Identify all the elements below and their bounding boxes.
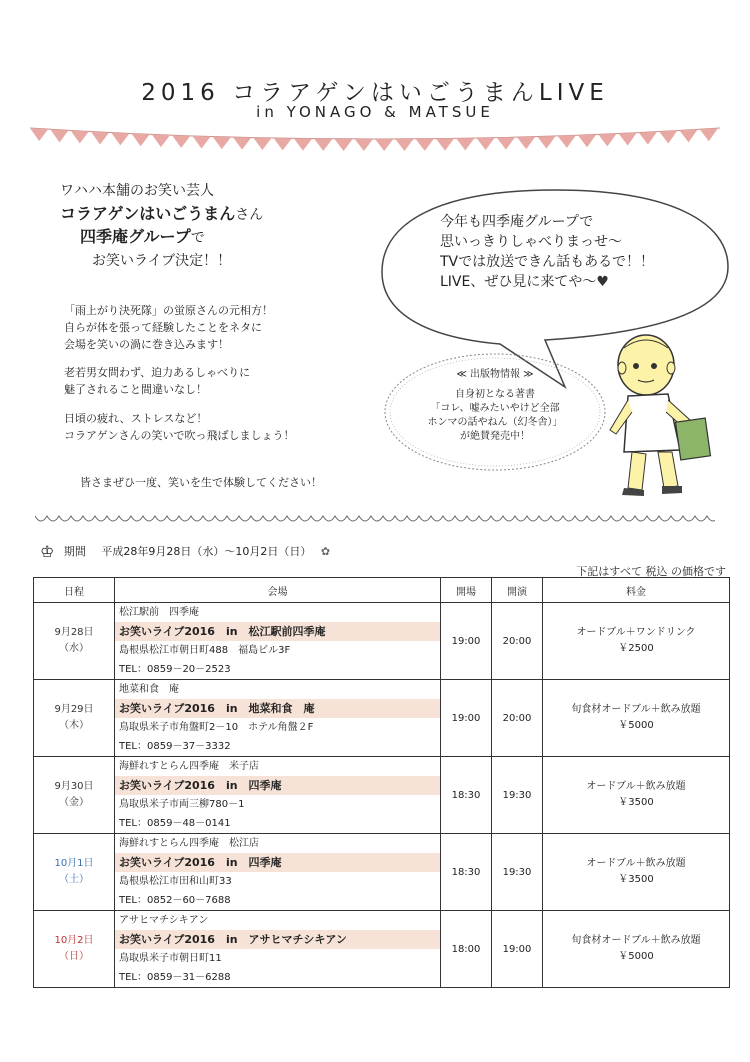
start-time: 19:30: [492, 757, 543, 834]
price-amount: ￥3500: [618, 797, 654, 808]
bunting-flag: [558, 135, 576, 148]
bunting-flag: [355, 139, 373, 151]
open-time: 19:00: [441, 603, 492, 680]
venue-tel: TEL：0852－60－7688: [119, 895, 231, 906]
body-line: 老若男女問わず、迫力あるしゃべりに: [64, 366, 251, 379]
open-time: 18:30: [441, 834, 492, 911]
venue-address: 島根県松江市朝日町488 福島ビル3F: [119, 645, 291, 656]
price-cell: [543, 834, 730, 911]
intro-line-2-suffix: さん: [235, 207, 264, 223]
page-title: 2016 コラアゲンはいごうまんLIVE: [141, 80, 609, 106]
bunting-flag: [30, 128, 48, 141]
bunting-flag: [476, 138, 494, 150]
bunting-flag: [700, 128, 718, 141]
body-paragraph-2: [64, 364, 250, 398]
bunting-flag: [598, 134, 616, 147]
body-line: 自らが体を張って経験したことをネタに: [64, 321, 262, 334]
event-title: お笑いライブ2016 in 松江駅前四季庵: [115, 622, 440, 641]
date-cell: 9月30日 （金）: [34, 757, 115, 834]
start-time: 20:00: [492, 603, 543, 680]
venue-tel: TEL：0859－37－3332: [119, 741, 231, 752]
publication-line: 「コレ、嘘みたいやけど全部: [430, 403, 560, 414]
venue-tel: TEL：0859－31－6288: [119, 972, 231, 983]
start-time: 19:30: [492, 834, 543, 911]
bunting-flag: [233, 137, 251, 149]
bunting-flag: [456, 138, 474, 150]
venue-tel: TEL：0859－20－2523: [119, 664, 231, 675]
bunting-flag: [192, 136, 210, 149]
body-line: 「雨上がり決死隊」の蛍原さんの元相方！: [64, 304, 273, 317]
bunting-flag: [314, 139, 332, 151]
price-amount: ￥2500: [618, 643, 654, 654]
bunting-flag: [213, 137, 231, 150]
venue-address: 鳥取県米子市両三柳780－1: [119, 799, 245, 810]
date-cell: 10月2日 （日）: [34, 911, 115, 988]
open-time: 19:00: [441, 680, 492, 757]
price-cell: [543, 757, 730, 834]
table-header-row: [34, 578, 730, 603]
intro-line-3-suffix: で: [190, 230, 205, 246]
venue-name: 海鮮れすとらん四季庵 米子店: [119, 761, 259, 772]
price-plan: オードブル＋飲み放題: [586, 858, 686, 869]
price-cell: [543, 603, 730, 680]
bunting-flag: [131, 134, 149, 147]
intro-line-1: ワハハ本舗のお笑い芸人: [60, 183, 214, 199]
bunting-flag: [274, 138, 292, 150]
comedian-illustration: [598, 330, 723, 500]
publication-line: 自身初となる著書: [455, 389, 535, 400]
date-cell: 9月28日 （水）: [34, 603, 115, 680]
venue-name: 海鮮れすとらん四季庵 松江店: [119, 838, 259, 849]
period-value: 平成28年9月28日（水）～10月2日（日）: [101, 544, 312, 558]
bunting-flag: [537, 136, 555, 149]
publication-heading: ≪ 出版物情報 ≫: [456, 369, 534, 380]
price-cell: [543, 911, 730, 988]
header-start: 開演: [492, 578, 543, 603]
open-time: 18:00: [441, 911, 492, 988]
venue-address: 鳥取県米子市朝日町11: [119, 953, 222, 964]
heart-icon: ♥: [596, 274, 609, 290]
bubble-line-4: [440, 272, 609, 292]
intro-line-2: [60, 203, 263, 226]
group-name: 四季庵グループ: [80, 227, 191, 246]
price-cell: [543, 680, 730, 757]
table-row: [34, 680, 730, 757]
event-title: お笑いライブ2016 in アサヒマチシキアン: [115, 930, 440, 949]
bunting-flag: [111, 133, 129, 146]
bunting-flag: [578, 134, 596, 147]
venue-address: 鳥取県米子市角盤町2－10 ホテル角盤２F: [119, 722, 314, 733]
price-amount: ￥5000: [618, 720, 654, 731]
bunting-flag: [679, 129, 697, 142]
venue-cell: [115, 603, 441, 680]
performer-name: コラアゲンはいごうまん: [60, 204, 236, 223]
venue-name: アサヒマチシキアン: [119, 915, 209, 926]
publication-line: が絶賛発売中！: [460, 431, 530, 442]
bunting-flag: [517, 137, 535, 150]
event-title: お笑いライブ2016 in 四季庵: [115, 776, 440, 795]
bubble-line-1: 今年も四季庵グループで: [440, 214, 594, 230]
price-plan: 旬食材オードブル＋飲み放題: [571, 935, 701, 946]
bunting-flag: [152, 134, 170, 147]
venue-name: 地菜和食 庵: [119, 684, 179, 695]
crown-icon: ♔: [40, 542, 55, 561]
closing-line: 皆さまぜひ一度、笑いを生で体験してください！: [80, 476, 322, 489]
date-cell: 10月1日 （土）: [34, 834, 115, 911]
table-row: [34, 911, 730, 988]
table-row: [34, 757, 730, 834]
body-line: 会場を笑いの渦に巻き込みます！: [64, 338, 229, 351]
bunting-flag: [416, 139, 434, 151]
period-row: [40, 542, 330, 561]
price-amount: ￥5000: [618, 951, 654, 962]
venue-address: 島根県松江市田和山町33: [119, 876, 232, 887]
butterfly-icon: ✿: [320, 544, 331, 558]
header-date: 日程: [34, 578, 115, 603]
price-plan: 旬食材オードブル＋飲み放題: [571, 704, 701, 715]
bunting-flag: [497, 137, 515, 149]
bunting-flag: [395, 139, 413, 151]
event-title: お笑いライブ2016 in 地菜和食 庵: [115, 699, 440, 718]
open-time: 18:30: [441, 757, 492, 834]
venue-tel: TEL：0859－48－0141: [119, 818, 231, 829]
publication-line: ホンマの話やねん（幻冬舎）」: [427, 417, 563, 428]
body-paragraph-3: [64, 410, 294, 444]
venue-cell: [115, 834, 441, 911]
bunting-flag: [639, 132, 657, 145]
table-row: [34, 603, 730, 680]
bunting-flag: [253, 138, 271, 150]
venue-name: 松江駅前 四季庵: [119, 607, 199, 618]
venue-cell: [115, 911, 441, 988]
schedule-table: [33, 577, 730, 988]
price-amount: ￥3500: [618, 874, 654, 885]
bunting-decoration: [30, 124, 720, 164]
price-plan: オードブル＋飲み放題: [586, 781, 686, 792]
intro-line-4: お笑いライブ決定！！: [92, 253, 232, 269]
bunting-flag: [619, 133, 637, 146]
body-paragraph-1: [64, 302, 273, 353]
bunting-flag: [91, 132, 109, 145]
price-plan: オードブル＋ワンドリンク: [576, 627, 696, 638]
event-title: お笑いライブ2016 in 四季庵: [115, 853, 440, 872]
start-time: 20:00: [492, 680, 543, 757]
header-venue: 会場: [115, 578, 441, 603]
period-label: 期間: [63, 544, 86, 558]
date-cell: 9月29日 （木）: [34, 680, 115, 757]
bubble-line-3: TVでは放送できん話もあるで！！: [440, 254, 654, 270]
bunting-flag: [436, 138, 454, 150]
start-time: 19:00: [492, 911, 543, 988]
bunting-flag: [659, 131, 677, 144]
bubble-line-4-text: LIVE、ぜひ見に来てや～: [440, 274, 597, 290]
bunting-flag: [375, 139, 393, 151]
body-line: 日頃の疲れ、ストレスなど！: [64, 412, 208, 425]
tax-note: 下記はすべて 税込 の価格です: [576, 565, 726, 578]
scallop-divider: [35, 512, 715, 528]
header-price: 料金: [543, 578, 730, 603]
header-open: 開場: [441, 578, 492, 603]
bunting-flag: [294, 138, 312, 150]
body-line: 魅了されること間違いなし！: [64, 383, 207, 396]
bubble-line-2: 思いっきりしゃべりまっせ～: [440, 234, 622, 250]
table-row: [34, 834, 730, 911]
bunting-flag: [172, 135, 190, 148]
bunting-flag: [334, 139, 352, 151]
page-subtitle: in YONAGO & MATSUE: [256, 103, 494, 121]
venue-cell: [115, 680, 441, 757]
venue-cell: [115, 757, 441, 834]
bunting-flag: [50, 129, 68, 142]
bunting-flag: [71, 130, 89, 143]
body-line: コラアゲンさんの笑いで吹っ飛ばしましょう！: [64, 429, 295, 442]
intro-line-3: [80, 226, 205, 249]
